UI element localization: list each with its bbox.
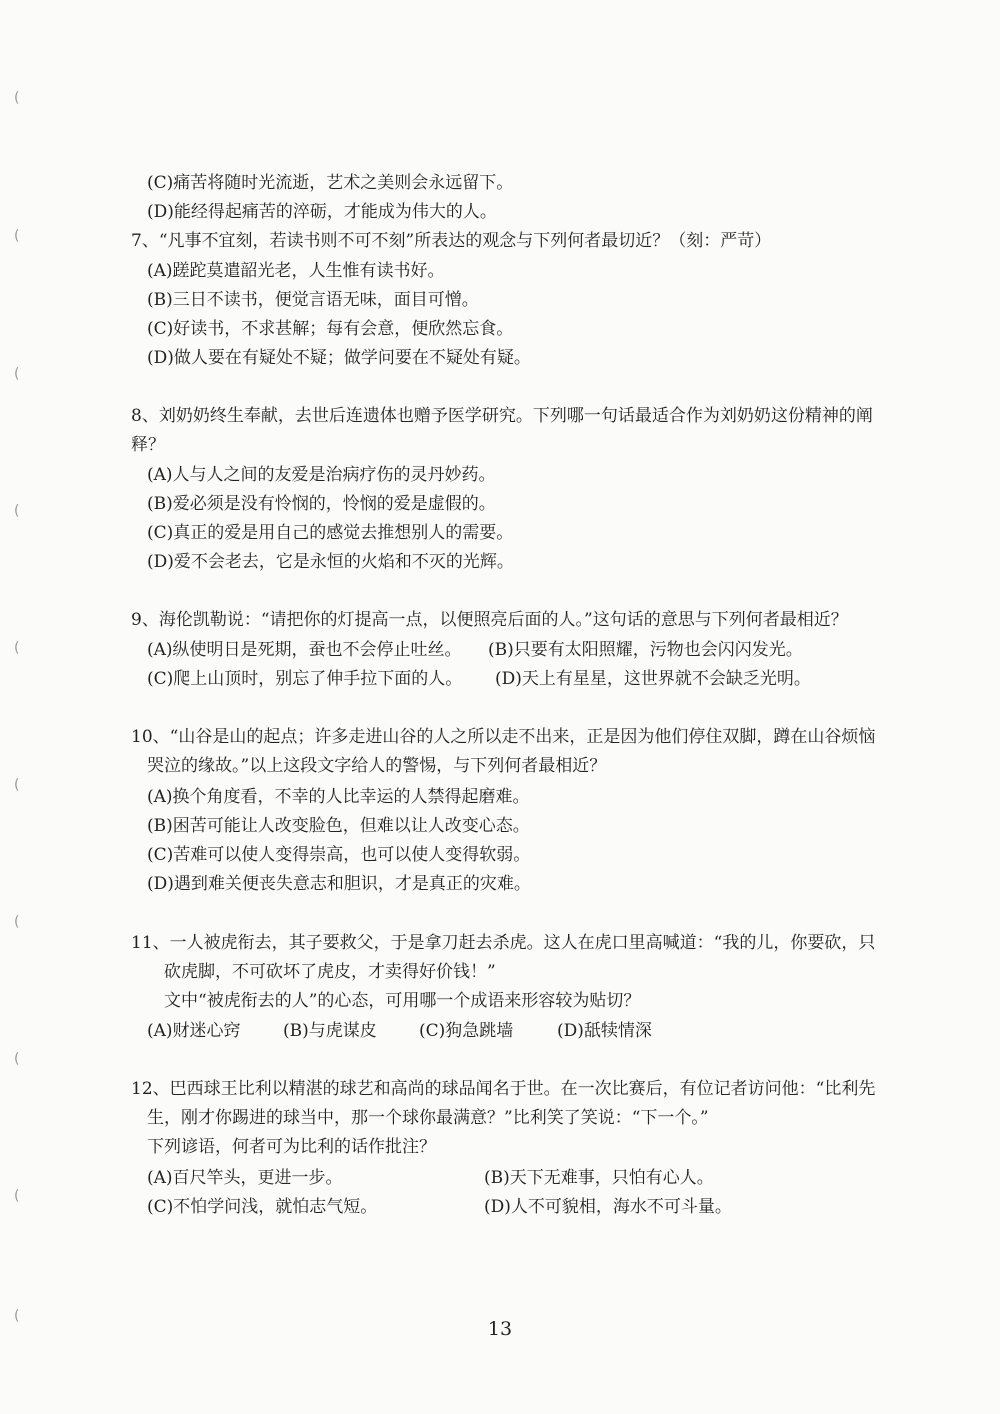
option-d: (D)做人要在有疑处不疑；做学问要在不疑处有疑。 — [147, 348, 531, 368]
option-c: (C)狗急跳墙 — [419, 1021, 514, 1041]
option-b: (B)天下无难事，只怕有心人。 — [484, 1168, 714, 1188]
option-d: (D)天上有星星，这世界就不会缺乏光明。 — [495, 669, 811, 689]
option-a: (A)换个角度看，不幸的人比幸运的人禁得起磨难。 — [147, 787, 530, 807]
question-11-stem: 11、一人被虎衔去，其子要救父，于是拿刀赶去杀虎。这人在虎口里高喊道：“我的儿，你要砍，只 — [131, 933, 876, 953]
binding-mark: ( — [14, 1308, 20, 1324]
option-b: (B)三日不读书，便觉言语无味，面目可憎。 — [147, 290, 479, 310]
option-a: (A)人与人之间的友爱是治病疗伤的灵丹妙药。 — [147, 465, 496, 485]
page-number: 13 — [487, 1318, 513, 1340]
question-12-prompt: 下列谚语，何者可为比利的话作批注？ — [147, 1137, 436, 1157]
option-b: (B)只要有太阳照耀，污物也会闪闪发光。 — [488, 640, 803, 660]
option-d: (D)遇到难关便丧失意志和胆识，才是真正的灾难。 — [147, 874, 531, 894]
option-d: (D)人不可貌相，海水不可斗量。 — [484, 1197, 732, 1217]
option-c: (C)爬上山顶时，别忘了伸手拉下面的人。 — [147, 669, 463, 689]
binding-mark: ( — [14, 366, 20, 382]
question-12-stem-cont: 生，刚才你踢进的球当中，那一个球你最满意？”比利笑了笑说：“下一个。” — [147, 1108, 709, 1128]
question-9-stem: 9、海伦凯勒说：“请把你的灯提高一点，以便照亮后面的人。”这句话的意思与下列何者最相近？ — [131, 610, 848, 630]
option-a: (A)纵使明日是死期，蚕也不会停止吐丝。 — [147, 640, 462, 660]
binding-mark: ( — [14, 777, 20, 793]
question-8-stem-cont: 释？ — [131, 435, 165, 455]
option-b: (B)困苦可能让人改变脸色，但难以让人改变心态。 — [147, 816, 530, 836]
option-a: (A)百尺竿头，更进一步。 — [147, 1168, 343, 1188]
option-b: (B)与虎谋皮 — [283, 1021, 377, 1041]
binding-mark: ( — [14, 90, 20, 106]
option-c: (C)痛苦将随时光流逝，艺术之美则会永远留下。 — [147, 173, 514, 193]
question-11-prompt: 文中“被虎衔去的人”的心态，可用哪一个成语来形容较为贴切？ — [164, 991, 641, 1011]
question-12-stem: 12、巴西球王比利以精湛的球艺和高尚的球品闻名于世。在一次比赛后，有位记者访问他：“比利先 — [131, 1079, 876, 1099]
question-10-stem: 10、“山谷是山的起点；许多走进山谷的人之所以走不出来，正是因为他们停住双脚，蹲在山谷烦恼 — [131, 727, 876, 747]
option-b: (B)爱必须是没有怜悯的，怜悯的爱是虚假的。 — [147, 494, 496, 514]
option-c: (C)不怕学问浅，就怕志气短。 — [147, 1197, 378, 1217]
option-a: (A)财迷心窍 — [147, 1021, 241, 1041]
option-d: (D)爱不会老去，它是永恒的火焰和不灭的光辉。 — [147, 552, 514, 572]
option-c: (C)真正的爱是用自己的感觉去推想别人的需要。 — [147, 523, 514, 543]
question-7-stem: 7、“凡事不宜刻，若读书则不可不刻”所表达的观念与下列何者最切近？（刻：严苛） — [131, 231, 772, 251]
option-c: (C)好读书，不求甚解；每有会意，便欣然忘食。 — [147, 319, 514, 339]
option-d: (D)能经得起痛苦的淬砺，才能成为伟大的人。 — [147, 202, 497, 222]
option-c: (C)苦难可以使人变得崇高，也可以使人变得软弱。 — [147, 845, 531, 865]
question-10-stem-cont: 哭泣的缘故。”以上这段文字给人的警惕，与下列何者最相近？ — [147, 756, 607, 776]
binding-mark: ( — [14, 640, 20, 656]
binding-mark: ( — [14, 228, 20, 244]
option-a: (A)蹉跎莫遣韶光老，人生惟有读书好。 — [147, 261, 445, 281]
binding-mark: ( — [14, 1051, 20, 1067]
option-d: (D)舐犊情深 — [557, 1021, 652, 1041]
binding-mark: ( — [14, 914, 20, 930]
question-11-stem-cont: 砍虎脚，不可砍坏了虎皮，才卖得好价钱！” — [164, 962, 496, 982]
question-8-stem: 8、刘奶奶终生奉献，去世后连遗体也赠予医学研究。下列哪一句话最适合作为刘奶奶这份精神的阐 — [131, 406, 873, 426]
binding-mark: ( — [14, 1188, 20, 1204]
binding-mark: ( — [14, 503, 20, 519]
